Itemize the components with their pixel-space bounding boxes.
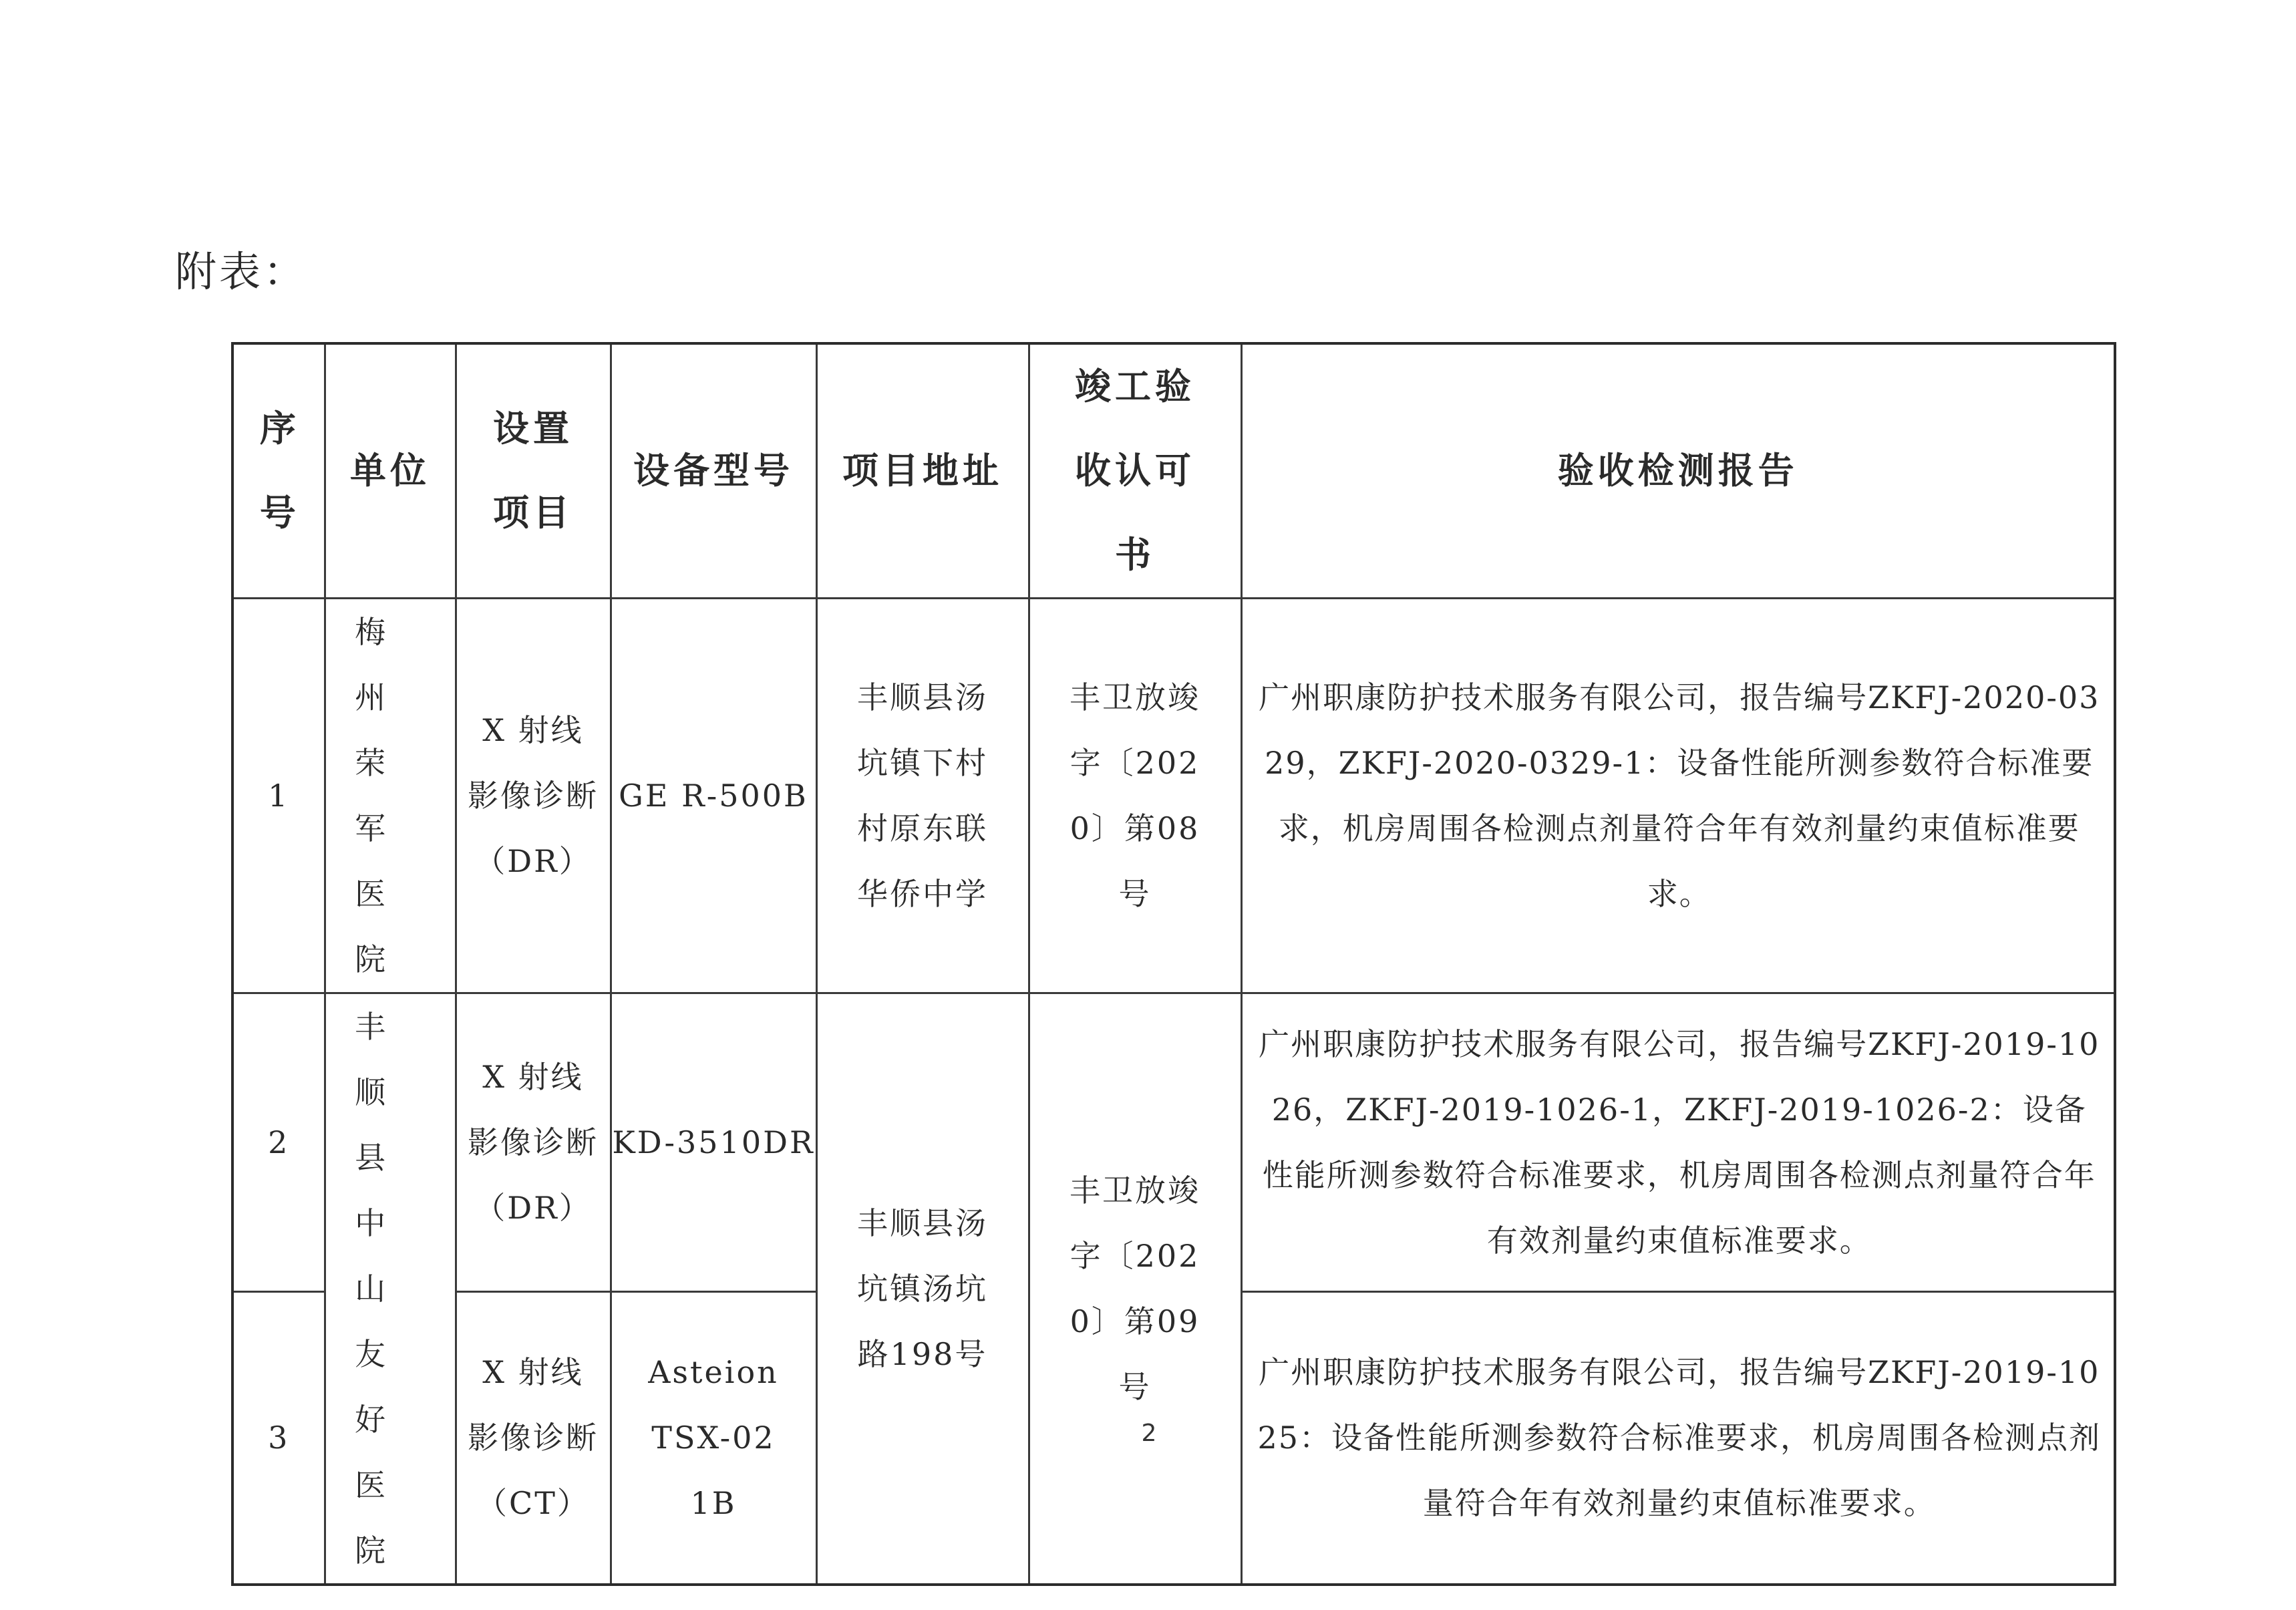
header-report	[1241, 343, 2115, 599]
header-model	[611, 343, 816, 599]
header-seq	[232, 343, 325, 599]
row3-project-cell	[456, 1291, 611, 1585]
row3-model-cell	[611, 1291, 816, 1585]
header-unit	[325, 343, 456, 599]
shared-unit-cell	[325, 993, 456, 1585]
table-header-row	[232, 343, 2115, 599]
row2-model: KD-3510DR	[611, 993, 816, 1292]
shared-address-cell	[816, 993, 1029, 1585]
shared-permit: 丰卫放竣字〔2020〕第09号	[1069, 1172, 1200, 1405]
row1-permit-cell	[1029, 599, 1241, 993]
row1-permit: 丰卫放竣字〔2020〕第08号	[1069, 679, 1200, 912]
header-report-text: 验收检测报告	[1557, 450, 1798, 492]
row1-unit-cell	[325, 599, 456, 993]
row3-project: X 射线影像诊断（CT）	[467, 1354, 599, 1522]
row3-model: Asteion TSX-021B	[648, 1354, 779, 1522]
row1-project: X 射线影像诊断（DR）	[467, 712, 599, 879]
row2-report: 广州职康防护技术服务有限公司，报告编号ZKFJ-2019-1026，ZKFJ-2019-1026-1，ZKFJ-2019-1026-2：设备性能所测参数符合标准要求，机房周围各检测点剂量符合年有效剂量约束值标准要求。	[1259, 1025, 2100, 1259]
shared-unit: 丰顺县中山友好医院	[355, 1009, 393, 1569]
table-row	[232, 993, 2115, 1292]
header-project-text: 设置项目	[492, 408, 573, 534]
header-permit	[1029, 343, 1241, 599]
row1-address-cell	[816, 599, 1029, 993]
row3-report-cell	[1241, 1291, 2115, 1585]
row1-model: GE R-500B	[611, 599, 816, 993]
row1-seq: 1	[232, 599, 325, 993]
acceptance-table	[231, 342, 2116, 1586]
row2-report-cell	[1241, 993, 2115, 1292]
table-row	[232, 599, 2115, 993]
header-permit-text: 竣工验收认可书	[1074, 365, 1195, 576]
row3-report: 广州职康防护技术服务有限公司，报告编号ZKFJ-2019-1025：设备性能所测参数符合标准要求，机房周围各检测点剂量符合年有效剂量约束值标准要求。	[1257, 1354, 2102, 1522]
header-project	[456, 343, 611, 599]
page-number: 2	[1141, 1420, 1157, 1447]
shared-address: 丰顺县汤坑镇汤坑路198号	[856, 1205, 988, 1372]
row1-report-cell	[1241, 599, 2115, 993]
shared-permit-cell	[1029, 993, 1241, 1585]
row1-report: 广州职康防护技术服务有限公司，报告编号ZKFJ-2020-0329，ZKFJ-2020-0329-1：设备性能所测参数符合标准要求，机房周围各检测点剂量符合年有效剂量约束值标准要求。	[1259, 679, 2100, 912]
row1-project-cell	[456, 599, 611, 993]
header-unit-text: 单位	[350, 450, 430, 492]
header-seq-text: 序号	[259, 408, 300, 534]
row2-project-cell	[456, 993, 611, 1292]
appendix-label: 附表：	[175, 247, 308, 296]
row2-project: X 射线影像诊断（DR）	[467, 1058, 599, 1226]
header-address-text: 项目地址	[842, 450, 1003, 492]
row1-address: 丰顺县汤坑镇下村村原东联华侨中学	[856, 679, 988, 912]
header-model-text: 设备型号	[633, 450, 794, 492]
row3-seq: 3	[232, 1291, 325, 1585]
header-address	[816, 343, 1029, 599]
row2-seq: 2	[232, 993, 325, 1292]
row1-unit: 梅州荣军医院	[355, 614, 393, 977]
